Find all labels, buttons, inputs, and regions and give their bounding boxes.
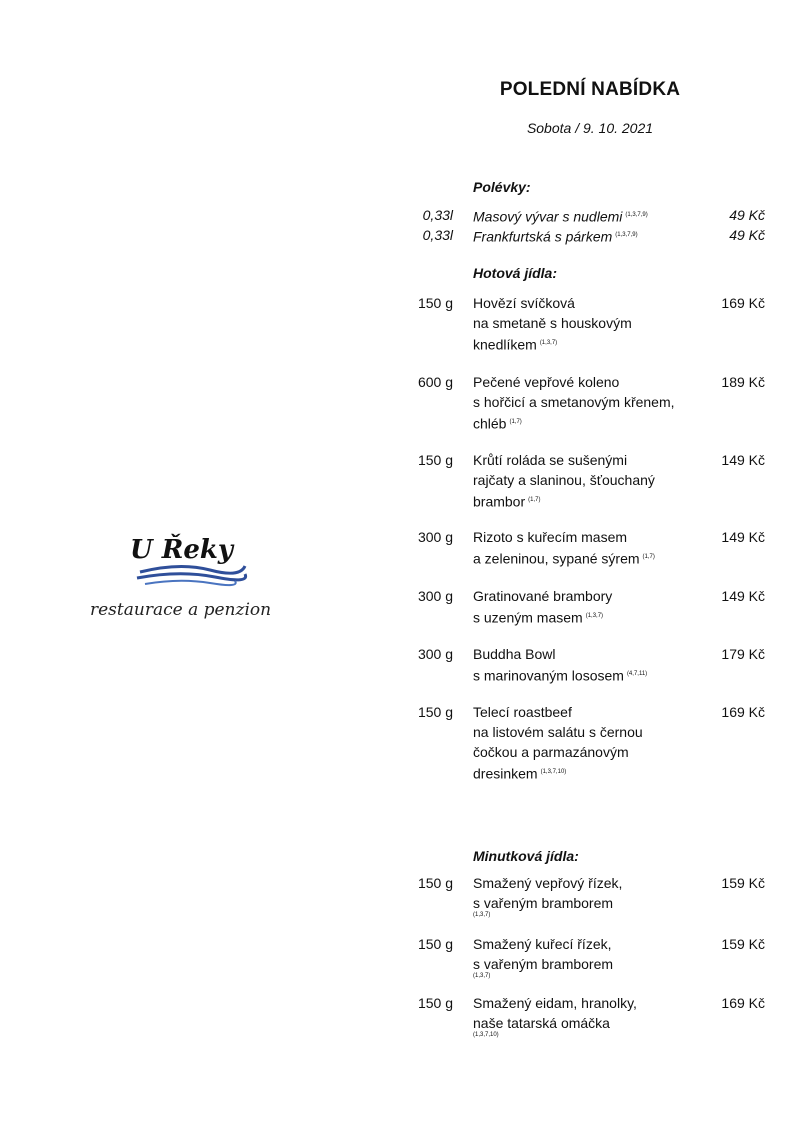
section-heading-minute: Minutková jídla: xyxy=(473,848,579,864)
item-quantity: 0,33l xyxy=(422,207,453,223)
item-price: 149 Kč xyxy=(721,452,765,468)
item-allergens: (1,3,7,9) xyxy=(615,232,638,238)
logo-tagline: restaurace a penzion xyxy=(90,600,272,620)
section-heading-soups: Polévky: xyxy=(473,179,531,195)
item-allergens: (1,7) xyxy=(509,419,522,425)
item-name: Smažený vepřový řízek, s vařeným bramborem (1,3,7) xyxy=(473,873,708,919)
item-quantity: 300 g xyxy=(417,529,453,545)
item-price: 49 Kč xyxy=(729,207,765,223)
item-name: Rizoto s kuřecím masem a zeleninou, sypané sýrem $^{(1,7)}$ xyxy=(473,529,655,567)
item-allergens: (1,3,7) xyxy=(473,912,491,918)
item-quantity: 150 g xyxy=(417,995,453,1011)
item-name: Smažený eidam, hranolky, naše tatarská omáčka (1,3,7,10) xyxy=(473,993,708,1039)
item-quantity: 150 g xyxy=(417,295,453,311)
item-price: 149 Kč xyxy=(721,588,765,604)
item-price: 169 Kč xyxy=(721,295,765,311)
item-allergens: (1,7) xyxy=(528,497,541,503)
item-quantity: 150 g xyxy=(417,452,453,468)
item-price: 169 Kč xyxy=(721,704,765,720)
item-quantity: 0,33l xyxy=(422,227,453,243)
item-name: Masový vývar s nudlemi $^{(1,3,7,9)}$ xyxy=(473,208,648,225)
item-name: Gratinované brambory s uzeným masem $^{(1,3,7)}$ xyxy=(473,588,613,626)
item-name: Smažený kuřecí řízek, s vařeným bramborem (1,3,7) xyxy=(473,934,708,980)
item-price: 149 Kč xyxy=(721,529,765,545)
item-name: Frankfurtská s párkem $^{(1,3,7,9)}$ xyxy=(473,228,638,245)
item-allergens: (1,3,7,10) xyxy=(473,1032,499,1038)
item-quantity: 300 g xyxy=(417,588,453,604)
page-title: POLEDNÍ NABÍDKA xyxy=(499,79,681,100)
item-allergens: (1,3,7,9) xyxy=(625,212,648,218)
item-allergens: (1,3,7,10) xyxy=(540,769,567,775)
item-name: Telecí roastbeef na listovém salátu s černou čočkou a parmazánovým dresinkem $^{(1,3,7,10)}$ xyxy=(473,704,643,782)
item-price: 179 Kč xyxy=(721,646,765,662)
item-name: Buddha Bowl s marinovaným lososem $^{(4,7,11)}$ xyxy=(473,646,648,684)
item-price: 49 Kč xyxy=(729,227,765,243)
item-price: 159 Kč xyxy=(721,875,765,891)
item-price: 189 Kč xyxy=(721,374,765,390)
item-quantity: 300 g xyxy=(417,646,453,662)
item-allergens: (1,3,7) xyxy=(473,973,491,979)
section-heading-mains: Hotová jídla: xyxy=(473,265,558,281)
item-allergens: (1,7) xyxy=(642,554,655,560)
restaurant-logo xyxy=(85,520,300,630)
item-price: 169 Kč xyxy=(721,995,765,1011)
item-quantity: 150 g xyxy=(417,704,453,720)
item-quantity: 600 g xyxy=(417,374,453,390)
item-allergens: (4,7,11) xyxy=(626,671,648,677)
logo-graphic xyxy=(85,520,300,630)
item-allergens: (1,3,7) xyxy=(585,613,604,619)
logo-name: U Řeky xyxy=(130,535,233,565)
item-name: Krůtí roláda se sušenými rajčaty a slaninou, šťouchaný brambor $^{(1,7)}$ xyxy=(473,452,655,510)
item-quantity: 150 g xyxy=(417,875,453,891)
item-price: 159 Kč xyxy=(721,936,765,952)
menu-date: Sobota / 9. 10. 2021 xyxy=(526,120,654,136)
item-allergens: (1,3,7) xyxy=(539,340,558,346)
item-name: Pečené vepřové koleno s hořčicí a smetanovým křenem, chléb $^{(1,7)}$ xyxy=(473,374,675,432)
item-quantity: 150 g xyxy=(417,936,453,952)
item-name: Hovězí svíčková na smetaně s houskovým knedlíkem $^{(1,3,7)}$ xyxy=(473,295,632,353)
